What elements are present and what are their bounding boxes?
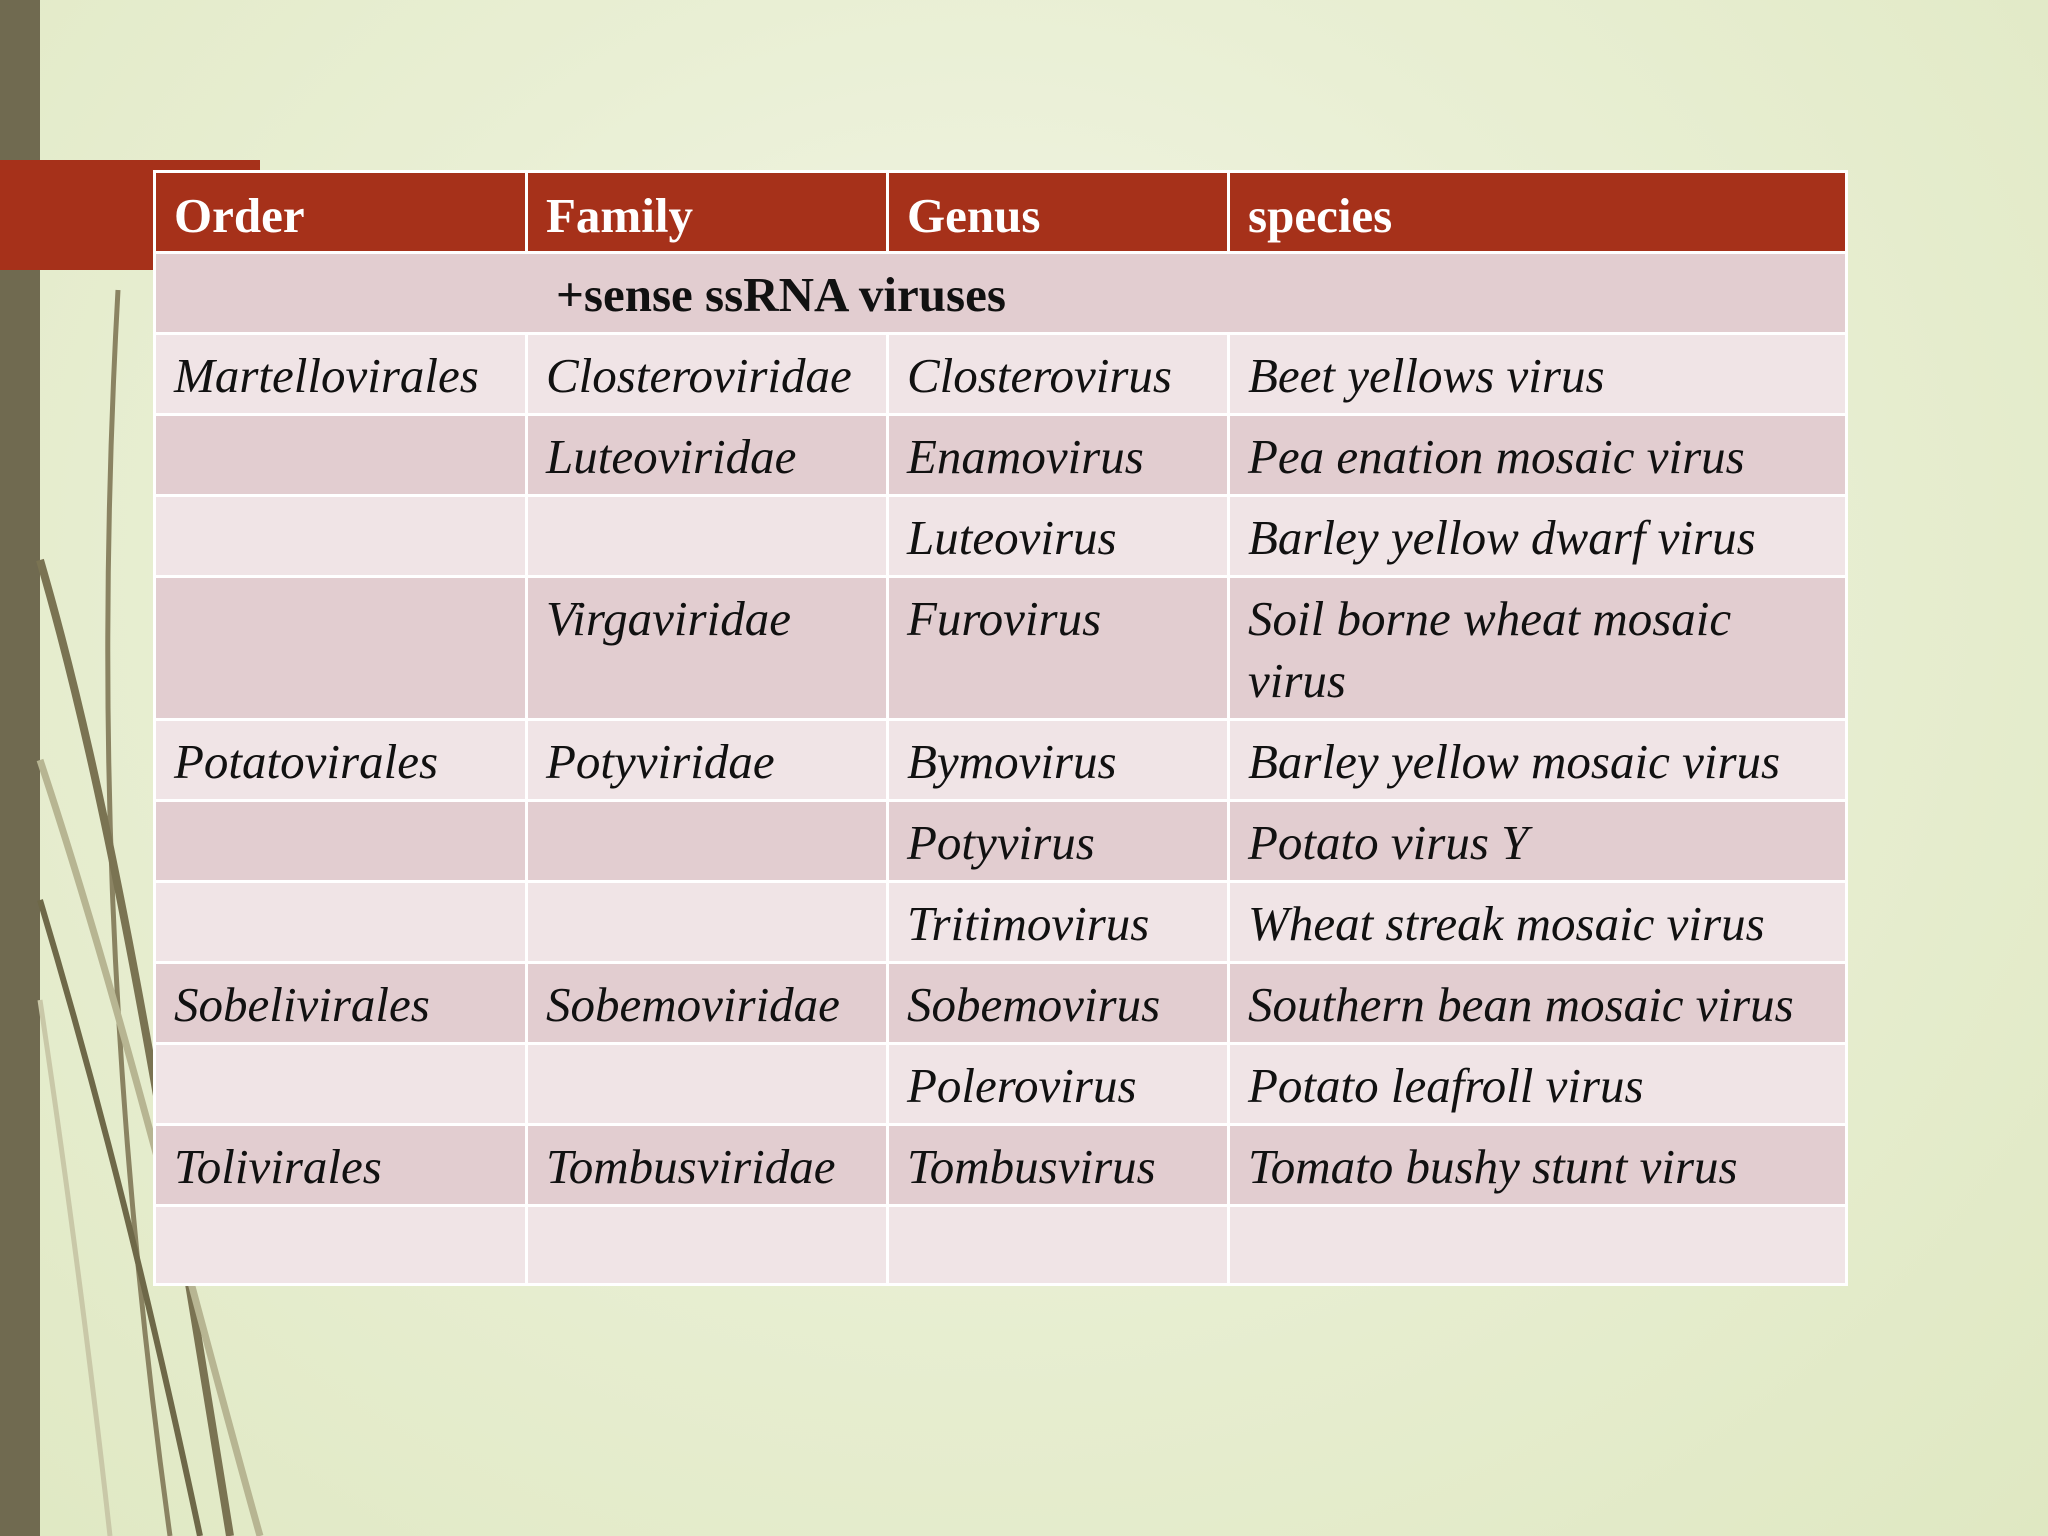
table-row: [155, 334, 1847, 415]
species-cell: Southern bean mosaic virus: [1229, 963, 1847, 1044]
virus-taxonomy-table: [153, 170, 1848, 1286]
genus-cell: [888, 1206, 1229, 1285]
genus-cell: Polerovirus: [888, 1044, 1229, 1125]
family-cell: Sobemoviridae: [527, 963, 888, 1044]
order-cell: [155, 801, 527, 882]
family-cell: [527, 1206, 888, 1285]
table-row: [155, 720, 1847, 801]
species-cell: Beet yellows virus: [1229, 334, 1847, 415]
family-cell: [527, 801, 888, 882]
family-cell: Closteroviridae: [527, 334, 888, 415]
species-cell: Potato leafroll virus: [1229, 1044, 1847, 1125]
species-cell: Potato virus Y: [1229, 801, 1847, 882]
species-cell: Wheat streak mosaic virus: [1229, 882, 1847, 963]
section-row: [155, 253, 1847, 334]
species-cell: [1229, 1206, 1847, 1285]
genus-cell: Luteovirus: [888, 496, 1229, 577]
header-family: Family: [527, 172, 888, 253]
family-cell: Virgaviridae: [527, 577, 888, 720]
table-row: [155, 577, 1847, 720]
order-cell: [155, 577, 527, 720]
family-cell: Tombusviridae: [527, 1125, 888, 1206]
species-cell: Barley yellow dwarf virus: [1229, 496, 1847, 577]
table-row: [155, 801, 1847, 882]
table-header-row: [155, 172, 1847, 253]
section-label: +sense ssRNA viruses: [155, 253, 1847, 334]
species-cell: Soil borne wheat mosaic virus: [1229, 577, 1847, 720]
family-cell: Potyviridae: [527, 720, 888, 801]
order-cell: [155, 415, 527, 496]
order-cell: Potatovirales: [155, 720, 527, 801]
table-row: [155, 963, 1847, 1044]
table-row: [155, 1206, 1847, 1285]
order-cell: [155, 1206, 527, 1285]
table-row: [155, 496, 1847, 577]
genus-cell: Tombusvirus: [888, 1125, 1229, 1206]
order-cell: Sobelivirales: [155, 963, 527, 1044]
table-row: [155, 415, 1847, 496]
genus-cell: Tritimovirus: [888, 882, 1229, 963]
order-cell: Martellovirales: [155, 334, 527, 415]
order-cell: [155, 1044, 527, 1125]
family-cell: Luteoviridae: [527, 415, 888, 496]
table-row: [155, 882, 1847, 963]
genus-cell: Furovirus: [888, 577, 1229, 720]
genus-cell: Closterovirus: [888, 334, 1229, 415]
header-genus: Genus: [888, 172, 1229, 253]
species-cell: Tomato bushy stunt virus: [1229, 1125, 1847, 1206]
species-cell: Barley yellow mosaic virus: [1229, 720, 1847, 801]
genus-cell: Sobemovirus: [888, 963, 1229, 1044]
taxonomy-table-container: [153, 170, 1845, 1286]
table-row: [155, 1125, 1847, 1206]
genus-cell: Bymovirus: [888, 720, 1229, 801]
order-cell: Tolivirales: [155, 1125, 527, 1206]
table-row: [155, 1044, 1847, 1125]
genus-cell: Potyvirus: [888, 801, 1229, 882]
order-cell: [155, 882, 527, 963]
order-cell: [155, 496, 527, 577]
family-cell: [527, 496, 888, 577]
header-order: Order: [155, 172, 527, 253]
header-species: species: [1229, 172, 1847, 253]
family-cell: [527, 882, 888, 963]
species-cell: Pea enation mosaic virus: [1229, 415, 1847, 496]
genus-cell: Enamovirus: [888, 415, 1229, 496]
family-cell: [527, 1044, 888, 1125]
